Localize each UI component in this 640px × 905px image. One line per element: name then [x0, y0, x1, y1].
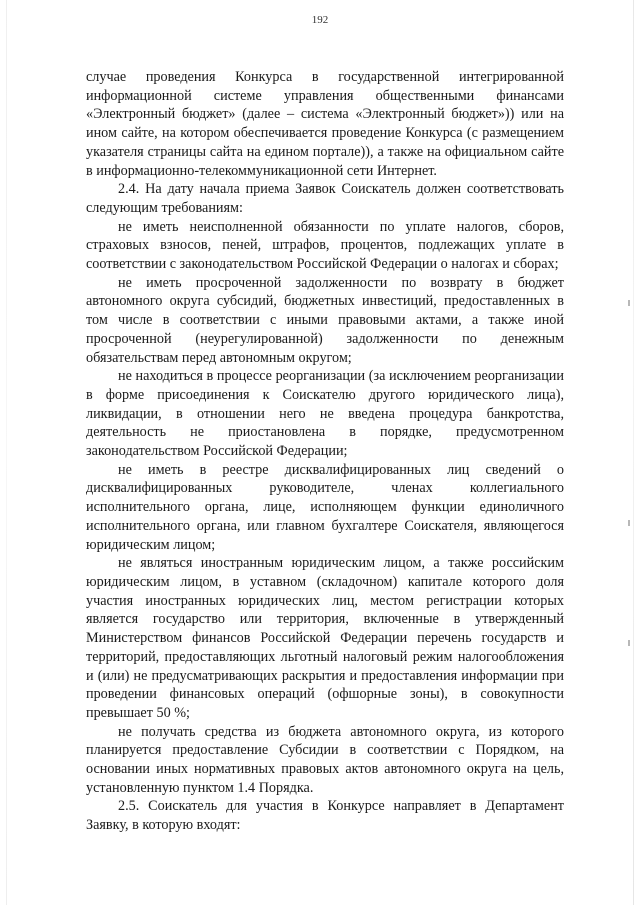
paragraph-continuation: случае проведения Конкурса в государственной интегрированной информационной системе управления общественными финансами «Электронный бюджет» (далее – система «Электронный бюджет»)) или на ином сайте, на котором обеспечивается проведение Конкурса (с размещением указателя страницы сайта на едином портале)), а также на официальном сайте в информационно-телекоммуникационной сети Интернет.	[86, 69, 564, 179]
requirement-no-overdue-debt: не иметь просроченной задолженности по возврату в бюджет автономного округа субсидий, бюджетных инвестиций, предоставленных в том числе в соответствии с иными правовыми актами, а также иной просроченной (неурегулированной) задолженности по денежным обязательствам перед автономным округом;	[86, 274, 564, 366]
requirement-no-disqualified-persons: не иметь в реестре дисквалифицированных лиц сведений о дисквалифицированных руководителе, членах коллегиального исполнительного органа, лице, исполняющем функции единоличного исполнительного органа, или главном бухгалтере Соискателя, являющегося юридическим лицом;	[86, 461, 564, 553]
requirement-no-other-funds: не получать средства из бюджета автономного округа, из которого планируется предоставление Субсидии в соответствии с Порядком, на основании иных нормативных правовых актов автономного округа на цель, установленную пунктом 1.4 Порядка.	[86, 723, 564, 796]
scan-artifact	[628, 300, 630, 306]
scan-edge-left	[6, 0, 7, 905]
paragraph-2-5: 2.5. Соискатель для участия в Конкурсе направляет в Департамент Заявку, в которую входят:	[86, 798, 564, 834]
scan-artifact	[628, 520, 630, 526]
paragraph-2-4: 2.4. На дату начала приема Заявок Соискатель должен соответствовать следующим требованиям:	[86, 181, 564, 216]
page-number: 192	[311, 14, 329, 26]
scan-edge-right	[633, 0, 634, 905]
requirement-not-foreign-entity: не являться иностранным юридическим лицом, а также российским юридическим лицом, в уставном (складочном) капитале которого доля участия иностранных юридических лиц, местом регистрации которых является государство или территория, включенные в утвержденный Министерством финансов Российской Федерации перечень государств и территорий, предоставляющих льготный налоговый режим налогообложения и (или) не предусматривающих раскрытия и предоставления информации при проведении финансовых операций (офшорные зоны), в совокупности превышает 50 %;	[86, 555, 564, 721]
document-body	[86, 68, 564, 835]
scan-artifact	[628, 640, 630, 646]
requirement-no-reorganization: не находиться в процессе реорганизации (за исключением реорганизации в форме присоединения к Соискателю другого юридического лица), ликвидации, в отношении него не введена процедура банкротства, деятельность не приостановлена в порядке, предусмотренном законодательством Российской Федерации;	[86, 368, 564, 460]
requirement-no-tax-debt: не иметь неисполненной обязанности по уплате налогов, сборов, страховых взносов, пеней, штрафов, процентов, подлежащих уплате в соответствии с законодательством Российской Федерации о налогах и сборах;	[86, 218, 564, 273]
